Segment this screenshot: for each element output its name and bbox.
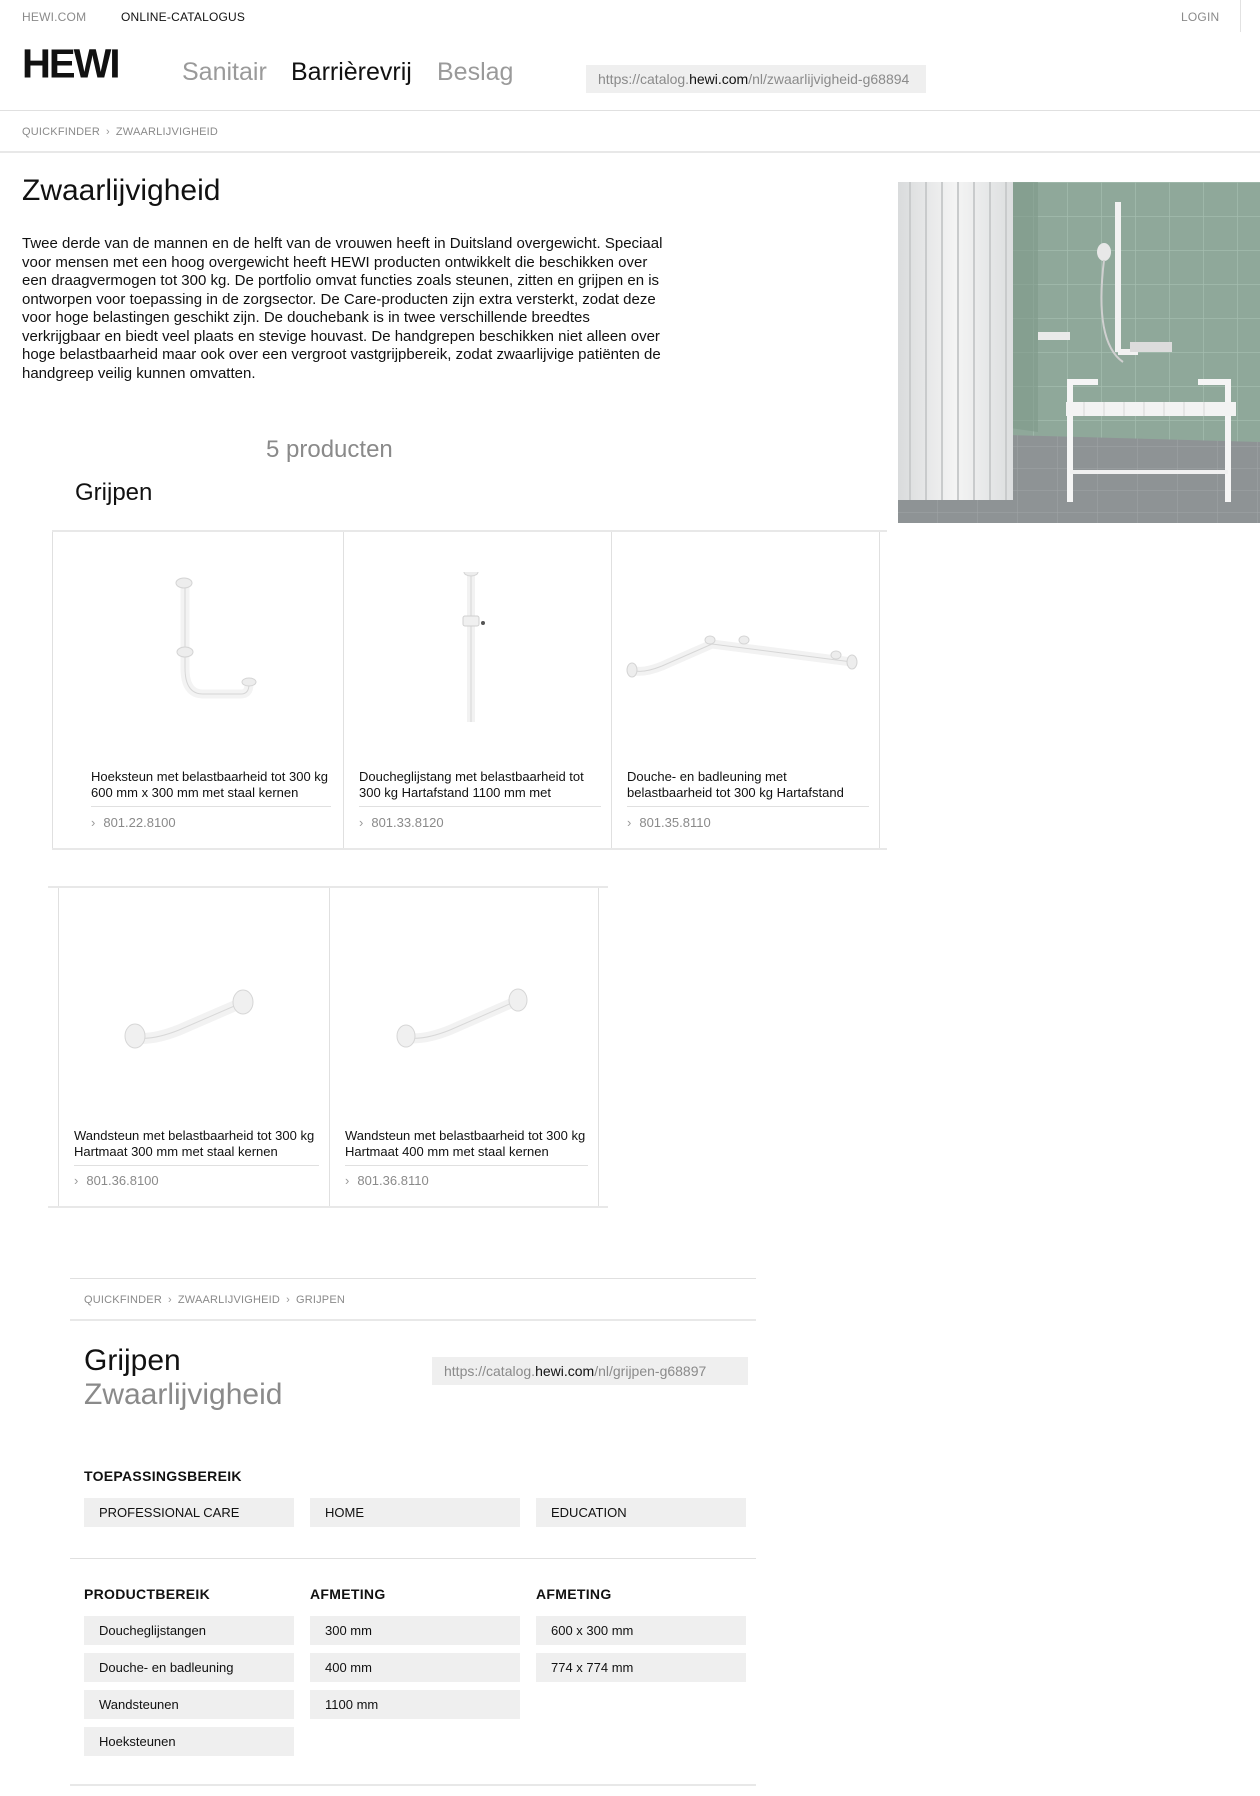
product-divider [359,806,601,807]
product-code-value: 801.33.8120 [371,815,444,830]
detail-url-field[interactable] [432,1357,748,1385]
product-name[interactable]: Wandsteun met belastbaarheid tot 300 kg Hartmaat 400 mm met staal kernen [345,1128,586,1159]
breadcrumb-chevron-icon: › [167,1294,172,1306]
hewi-logo[interactable]: HEWI [22,41,119,87]
product-name[interactable]: Hoeksteun met belastbaarheid tot 300 kg 600 mm x 300 mm met staal kernen [91,769,329,800]
product-card[interactable] [52,532,344,848]
url-domain: hewi.com [535,1363,595,1379]
group-title: Grijpen [75,479,153,506]
product-code[interactable] [359,815,444,830]
product-name[interactable]: Doucheglijstang met belastbaarheid tot 300 kg Hartafstand 1100 mm met [359,769,584,800]
intro-text: Twee derde van de mannen en de helft van de vrouwen heeft in Duitsland overgewicht. Speciaal voor mensen met een hoog overgewicht heeft HEWI producten ontwikkelt die beschikken over een draagvermogen tot 300 kg. De portfolio omvat functies zoals steunen, zitten en grijpen en is ontworpen voor toepassing in de zorgsector. De Care-producten zijn extra versterkt, zodat deze voor hoge belastingen geschikt zijn. De douchebank is in twee verschillende breedtes verkrijgbaar en biedt veel plaats en stevige houvast. De handgrepen beschikken niet alleen over hoge belastbaarheid maar ook over een vergroot vastgrijpbereik, zodat zwaarlijvige patiënten de handgreep veilig kunnen omvatten. [22,235,663,382]
filter-774x774mm[interactable]: 774 x 774 mm [536,1653,746,1682]
product-image-bath-rail [612,572,879,722]
product-image-shower-rail [344,572,611,722]
filter-doucheglijstangen[interactable]: Doucheglijstangen [84,1616,294,1645]
filter-hoeksteunen[interactable]: Hoeksteunen [84,1727,294,1756]
chevron-right-icon: › [627,815,632,830]
afmeting-label: AFMETING [310,1586,386,1602]
product-divider [345,1165,588,1166]
filter-400mm[interactable]: 400 mm [310,1653,520,1682]
online-catalogue-link[interactable]: ONLINE-CATALOGUS [121,10,246,24]
breadcrumb-grijpen[interactable]: GRIJPEN [295,1294,346,1306]
url-prefix: https://catalog. [444,1363,536,1379]
grid-row-border [52,848,887,850]
url-prefix: https://catalog. [598,71,690,87]
filter-300mm[interactable]: 300 mm [310,1616,520,1645]
breadcrumb-sub [84,1294,345,1306]
product-code-value: 801.36.8110 [357,1173,429,1188]
page-url-field[interactable] [586,65,926,93]
breadcrumb-quickfinder[interactable]: QUICKFINDER [22,126,100,138]
detail-subtitle: Zwaarlijvigheid [84,1378,283,1411]
topbar-divider [1240,0,1241,32]
product-card[interactable] [611,532,880,848]
chevron-right-icon: › [91,815,96,830]
productbereik-label: PRODUCTBEREIK [84,1586,211,1602]
product-code-value: 801.36.8100 [86,1173,159,1188]
filters-bottom-divider [70,1784,756,1786]
nav-barrierevrij[interactable]: Barrièrevrij [291,58,412,86]
filter-600x300mm[interactable]: 600 x 300 mm [536,1616,746,1645]
login-link[interactable]: LOGIN [1181,10,1220,24]
breadcrumb-chevron-icon: › [105,126,110,138]
chevron-right-icon: › [345,1173,350,1188]
header-divider [0,110,1260,111]
breadcrumb-chevron-icon: › [286,1294,290,1306]
product-image-wall-rail-300 [59,938,329,1078]
grid-row2-bottom-border [48,1206,608,1208]
product-code[interactable] [627,815,711,830]
filters-divider [70,1558,756,1559]
breadcrumb-quickfinder[interactable]: QUICKFINDER [84,1294,162,1306]
page-title: Zwaarlijvigheid [22,174,221,207]
filter-home[interactable]: HOME [310,1498,520,1527]
product-code-value: 801.22.8100 [103,815,176,830]
product-card[interactable] [343,532,612,848]
product-code-value: 801.35.8110 [639,815,711,830]
product-image-corner-rail [53,572,343,722]
breadcrumb [22,126,218,138]
filter-education[interactable]: EDUCATION [536,1498,746,1527]
product-code[interactable] [345,1173,429,1188]
product-card[interactable] [329,888,599,1206]
product-code[interactable] [91,815,176,830]
url-domain: hewi.com [689,71,749,87]
product-name[interactable]: Wandsteun met belastbaarheid tot 300 kg Hartmaat 300 mm met staal kernen [74,1128,315,1159]
product-count: 5 producten [266,436,393,463]
hero-image [898,182,1260,523]
product-name[interactable]: Douche- en badleuning met belastbaarheid tot 300 kg Hartafstand [627,769,844,800]
chevron-right-icon: › [359,815,364,830]
breadcrumb-zwaarlijvigheid[interactable]: ZWAARLIJVIGHEID [177,1294,281,1306]
filter-douche-badleuning[interactable]: Douche- en badleuning [84,1653,294,1682]
filter-1100mm[interactable]: 1100 mm [310,1690,520,1719]
hewi-com-link[interactable]: HEWI.COM [22,10,87,24]
toepassingsbereik-label: TOEPASSINGSBEREIK [84,1468,242,1484]
filter-professional-care[interactable]: PROFESSIONAL CARE [84,1498,294,1527]
product-code[interactable] [74,1173,159,1188]
subsection-breadcrumb-divider [70,1319,756,1321]
url-path: /nl/zwaarlijvigheid-g68894 [748,71,910,87]
breadcrumb-zwaarlijvigheid[interactable]: ZWAARLIJVIGHEID [115,126,219,138]
url-path: /nl/grijpen-g68897 [594,1363,707,1379]
detail-title: Grijpen [84,1344,181,1377]
product-divider [91,806,331,807]
breadcrumb-divider [0,151,1260,153]
product-divider [74,1165,319,1166]
afmeting-label: AFMETING [536,1586,612,1602]
nav-sanitair[interactable]: Sanitair [182,58,267,86]
filter-wandsteunen[interactable]: Wandsteunen [84,1690,294,1719]
nav-beslag[interactable]: Beslag [437,58,514,86]
chevron-right-icon: › [74,1173,79,1188]
subsection-top-divider [70,1278,756,1279]
product-card[interactable] [58,888,330,1206]
product-image-wall-rail-400 [330,938,598,1078]
product-divider [627,806,869,807]
